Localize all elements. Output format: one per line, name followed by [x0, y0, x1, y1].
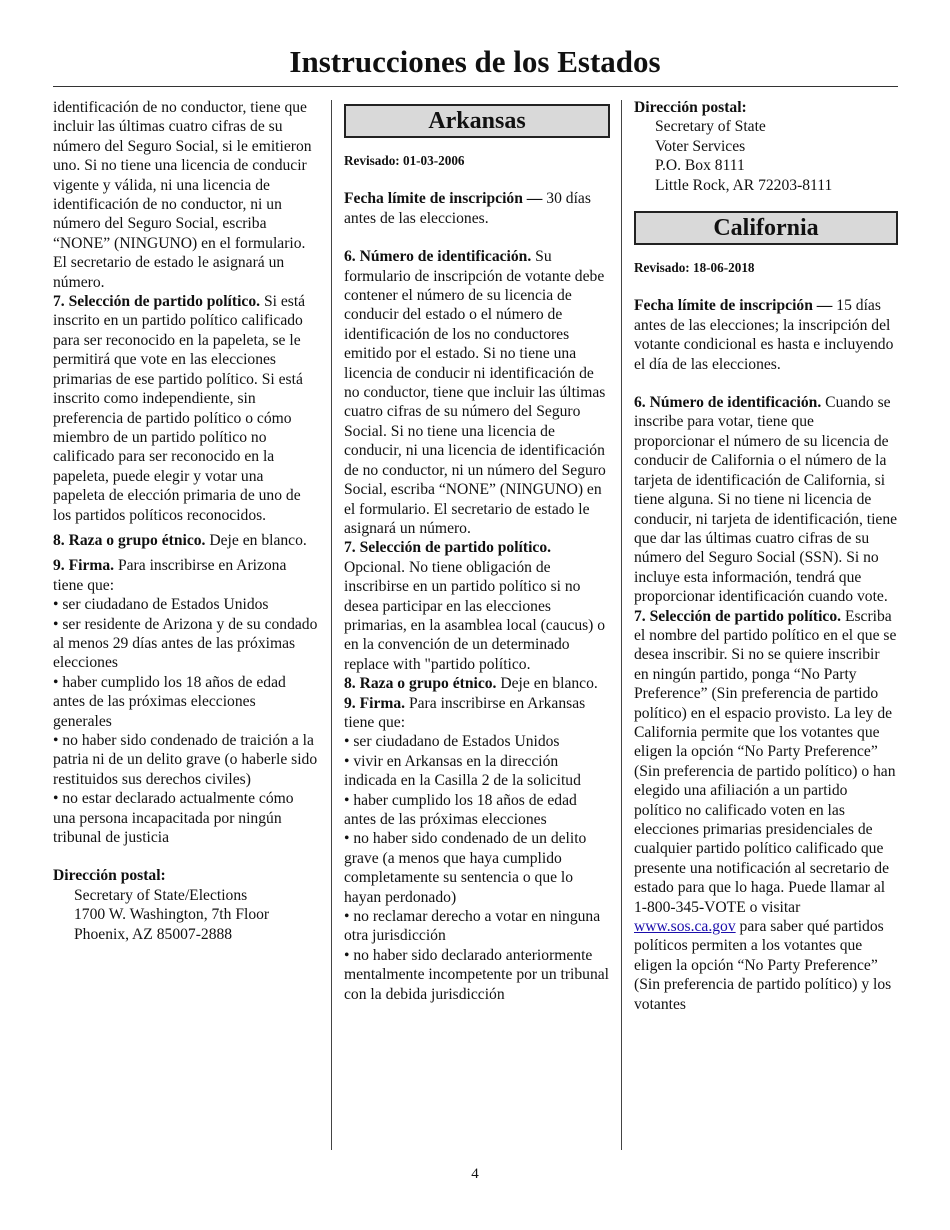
- list-item: • no estar declarado actualmente cómo una persona incapacitada por ningún tribunal de justicia: [53, 790, 294, 847]
- address-line: 1700 W. Washington, 7th Floor: [74, 906, 270, 924]
- list-item: • no haber sido condenado de un delito grave (a menos que haya cumplido completamente su sentencia o que lo hayan perdonado): [344, 830, 587, 906]
- address-line: P.O. Box 8111: [655, 157, 745, 175]
- section-text: Para inscribirse en Arizona tiene que:: [53, 557, 287, 594]
- list-item: • vivir en Arkansas en la dirección indicada en la Casilla 2 de la solicitud: [344, 752, 581, 790]
- list-item: • no haber sido condenado de traición a la patria ni de un delito grave (o haberle sido restituidos sus derechos civiles): [53, 732, 318, 788]
- section-text: 30 días antes de las elecciones.: [344, 190, 591, 227]
- section-heading: 7. Selección de partido político.: [53, 293, 261, 311]
- list-item: • ser residente de Arizona y de su condado al menos 29 días antes de las próximas elecciones: [53, 615, 318, 672]
- address-line: Little Rock, AR 72203-8111: [655, 176, 833, 194]
- section-text: Deje en blanco.: [496, 675, 598, 693]
- arizona-section-7: [53, 292, 318, 525]
- column-arizona: [53, 98, 318, 944]
- column-divider-2: [621, 100, 622, 1150]
- arkansas-revised-date: Revisado: 01-03-2006: [344, 153, 465, 168]
- section-text: Para inscribirse en Arkansas tiene que:: [344, 694, 586, 731]
- california-deadline: [634, 296, 898, 374]
- section-heading: Fecha límite de inscripción —: [634, 297, 833, 315]
- arkansas-deadline: [344, 189, 610, 228]
- list-item: • ser ciudadano de Estados Unidos: [344, 733, 560, 751]
- arkansas-section-9: [344, 694, 610, 733]
- section-text: Deje en blanco.: [205, 531, 307, 549]
- section-heading: 8. Raza o grupo étnico.: [53, 531, 206, 549]
- section-heading: 9. Firma.: [344, 694, 406, 712]
- section-text: Su formulario de inscripción de votante debe contener el número de su licencia de conducir del estado o el número de identificación de los no conductores emitido por el estado. Si no tiene una licencia de conducir ni identificación de no conductor, tiene que incluir las últimas cuatro cifras de su número del Seguro Social. Si no tiene una licencia de conducir, ni una licencia de identificación de no conductor, ni un número del Seguro Social, escriba “NONE” (NINGUNO) en el formulario. El secretario de estado le asignará un número.: [344, 248, 606, 537]
- section-heading: Fecha límite de inscripción —: [344, 190, 543, 208]
- arkansas-section-7: [344, 538, 610, 674]
- list-item: • no reclamar derecho a votar en ninguna otra jurisdicción: [344, 908, 601, 945]
- arizona-intro-paragraph: identificación de no conductor, tiene que incluir las últimas cuatro cifras de su número del Seguro Social, si le emitieron uno. Si no tiene una licencia de conducir vigente y válida, ni una licencia de identificación de no conductor, ni un número del Seguro Social, escriba “NONE” (NINGUNO) en el formulario. El secretario de estado le asignará un número.: [53, 99, 312, 291]
- section-text: para saber qué partidos políticos permiten a los votantes que eligen la opción “No Party Preference” (Sin preferencia de partido político) y los votantes: [634, 918, 892, 1013]
- page-number: 4: [471, 1166, 479, 1182]
- page-title: Instrucciones de los Estados: [289, 44, 661, 79]
- arkansas-mail-address: [634, 117, 898, 195]
- arizona-mail-heading: [53, 866, 318, 885]
- arizona-mail-address: [53, 886, 318, 944]
- arkansas-mail-heading: [634, 98, 898, 117]
- arizona-requirements-list: [53, 595, 318, 847]
- section-text: Opcional. No tiene obligación de inscribirse en un partido político si no desea participar en las elecciones primarias, en la asamblea local (caucus) o en la convención de un determinado replace with "partido político.: [344, 558, 606, 673]
- mail-heading-text: Dirección postal:: [53, 867, 166, 885]
- list-item: • haber cumplido los 18 años de edad antes de las próximas elecciones generales: [53, 673, 286, 730]
- california-section-6: [634, 393, 898, 606]
- california-header: California: [634, 211, 898, 245]
- california-revised-date: Revisado: 18-06-2018: [634, 260, 755, 276]
- section-heading: 8. Raza o grupo étnico.: [344, 675, 497, 693]
- section-text: Cuando se inscribe para votar, tiene que proporcionar el número de su licencia de conducir de California o el número de la tarjeta de identificación de California, si tiene alguna. Si no tiene ni licencia de conducir, ni tarjeta de identificación, tiene que dar las últimas cuatro cifras de su número del Seguro Social (SSN). Si no incluye esta información, tendrá que proporcionar identificación cuando vote.: [634, 394, 898, 606]
- section-heading: 7. Selección de partido político.: [634, 607, 842, 625]
- address-line: Secretary of State/Elections: [74, 886, 248, 904]
- arizona-section-9: [53, 556, 318, 595]
- column-california: [634, 98, 898, 1014]
- list-item: • haber cumplido los 18 años de edad antes de las próximas elecciones: [344, 791, 577, 828]
- arkansas-header: Arkansas: [344, 104, 610, 138]
- arkansas-section-6: [344, 247, 610, 538]
- address-line: Secretary of State: [655, 118, 766, 136]
- mail-heading-text: Dirección postal:: [634, 99, 747, 116]
- section-heading: 7. Selección de partido político.: [344, 539, 552, 557]
- list-item: • ser ciudadano de Estados Unidos: [53, 596, 269, 614]
- column-arkansas: [344, 98, 610, 1004]
- arkansas-requirements-list: [344, 732, 610, 1004]
- list-item: • no haber sido declarado anteriormente mentalmente incompetente por un tribunal con la debida jurisdicción: [344, 946, 610, 1003]
- title-rule: [53, 86, 898, 87]
- section-heading: 6. Número de identificación.: [634, 394, 822, 412]
- sos-website-link[interactable]: www.sos.ca.gov: [634, 918, 736, 936]
- section-heading: 9. Firma.: [53, 557, 115, 575]
- address-line: Phoenix, AZ 85007-2888: [74, 925, 233, 943]
- section-heading: 6. Número de identificación.: [344, 248, 532, 266]
- section-text: Si está inscrito en un partido político calificado para ser reconocido en la papeleta, se le permitirá que vote en las elecciones primarias de ese partido político. Si está inscrito como independiente, sin preferencia de partido político o cómo miembro de un partido político no calificado para ser reconocido en la papeleta, puede elegir y votar una papeleta de elección primaria de uno de los partidos políticos reconocidos.: [53, 293, 306, 524]
- column-divider-1: [331, 100, 332, 1150]
- section-text: 15 días antes de las elecciones; la inscripción del votante condicional es hasta e incluyendo el día de las elecciones.: [634, 297, 894, 373]
- california-section-7: [634, 607, 898, 1015]
- arizona-section-8: [53, 531, 318, 550]
- arkansas-section-8: [344, 674, 610, 693]
- section-text: Escriba el nombre del partido político en el que se desea inscribir. Si no se quiere inscribir en ningún partido, ponga “No Party Preference” (Sin preferencia de partido político) en el espacio provisto. La ley de California permite que los votantes que eligen la opción “No Party Preference” (Sin preferencia de partido político) o han elegido una afiliación a un partido político no calificado voten en las elecciones primarias presidenciales de cualquier partido político calificado que presente una notificación al secretario de estado para que lo haga. Puede llamar al 1-800-345-VOTE o visitar: [634, 607, 897, 916]
- address-line: Voter Services: [655, 137, 746, 155]
